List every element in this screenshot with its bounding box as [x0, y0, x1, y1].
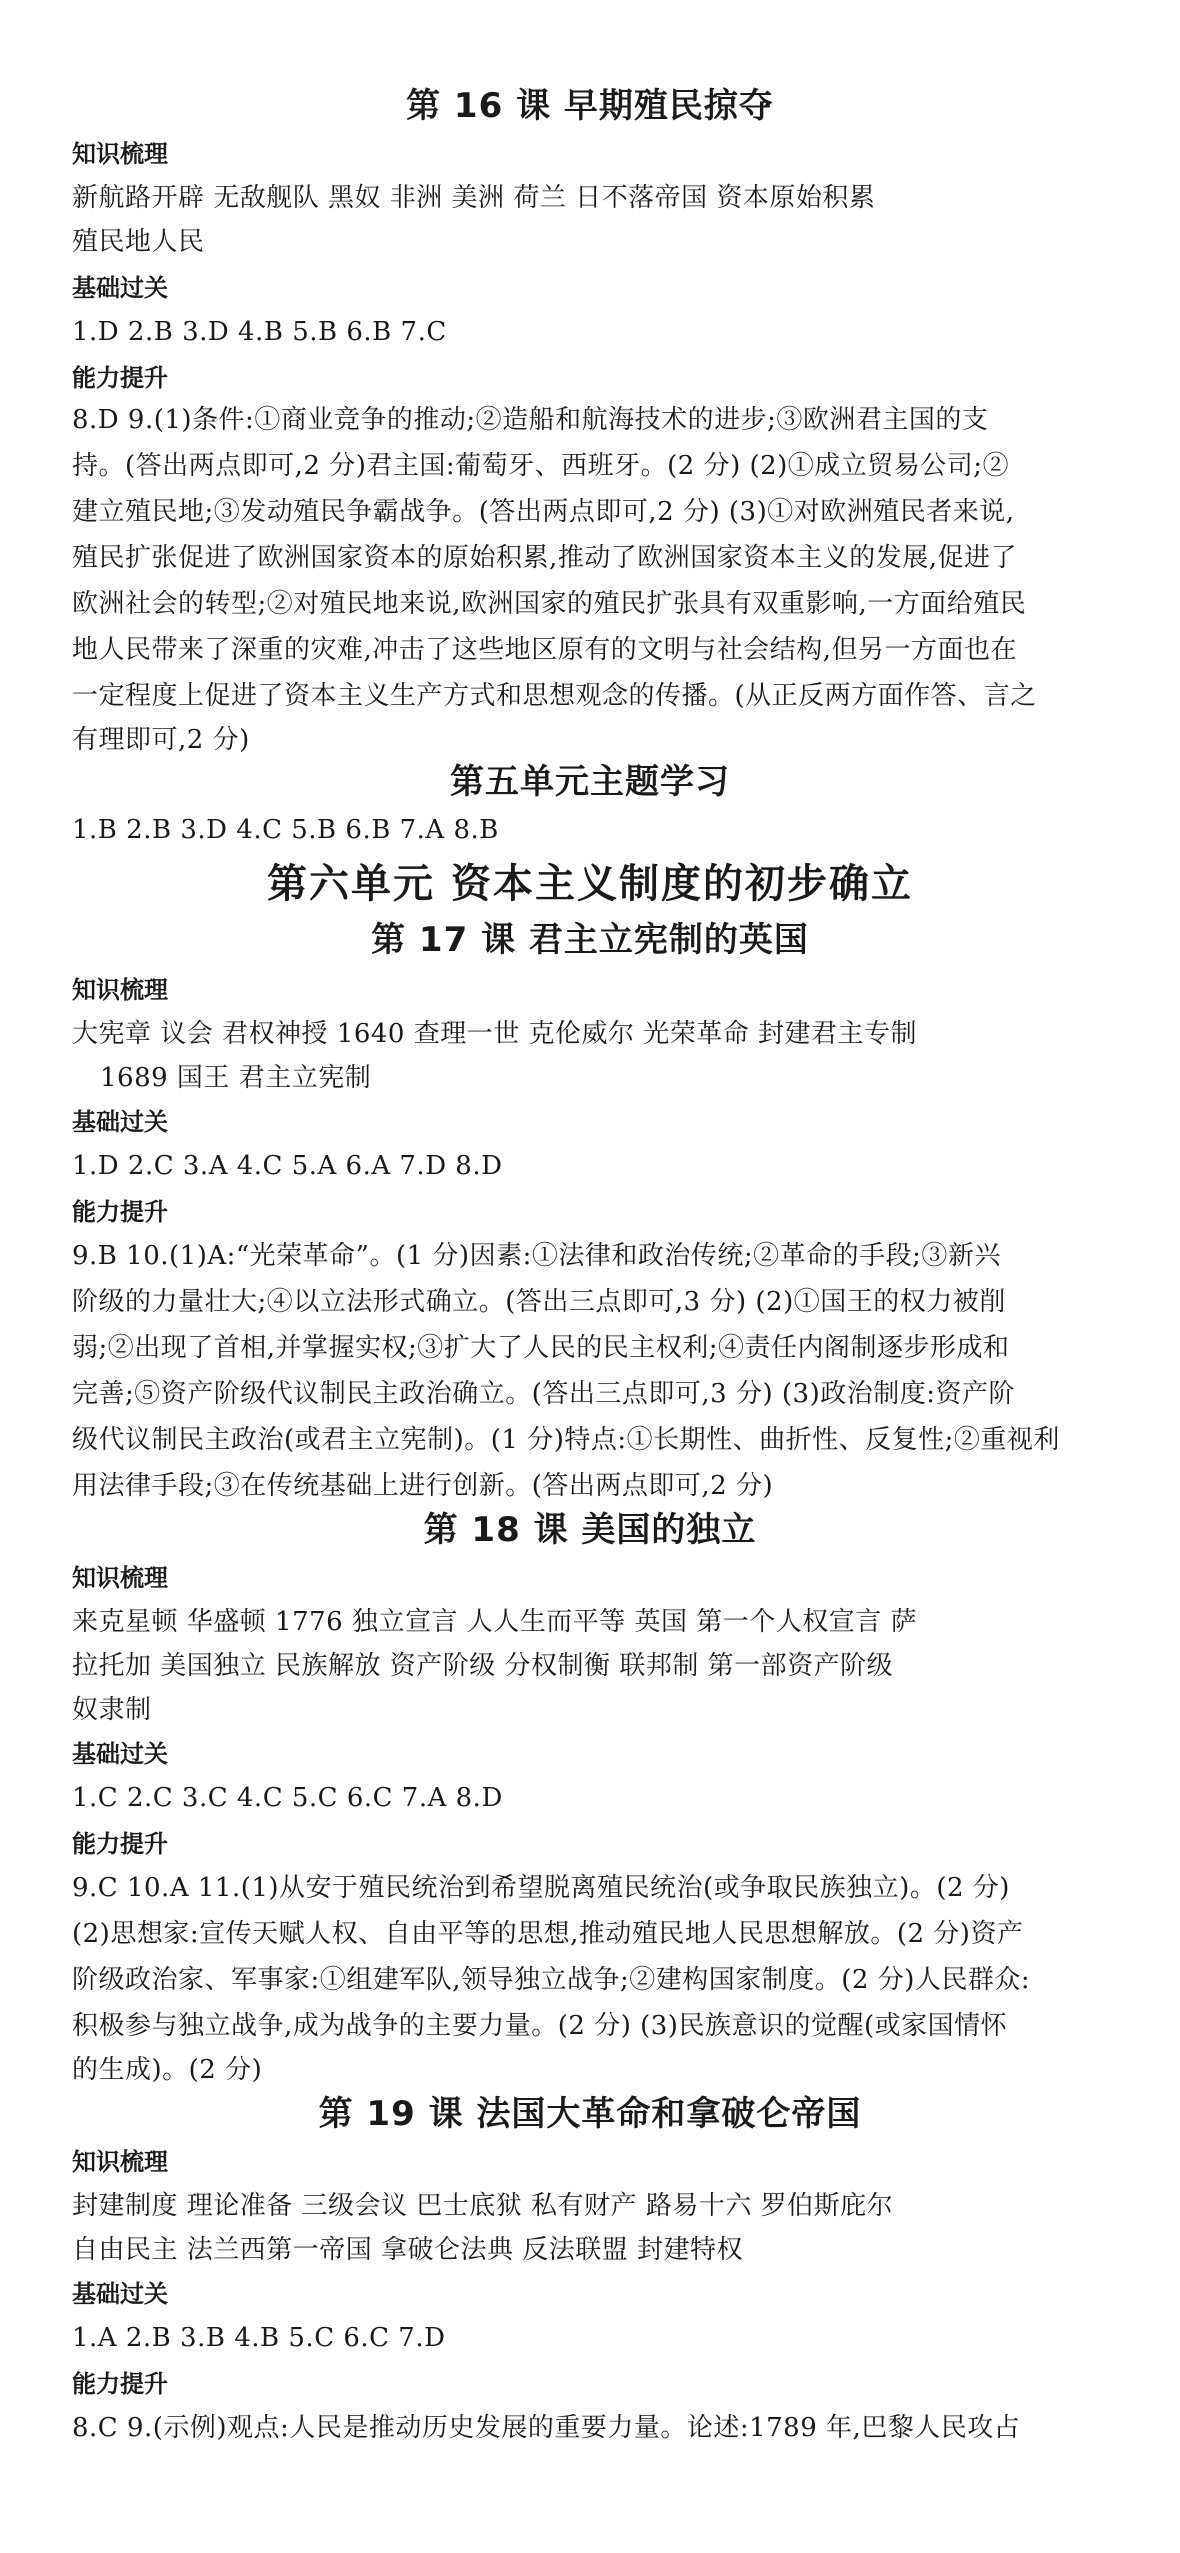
unit-5-answers: 1.B 2.B 3.D 4.C 5.B 6.B 7.A 8.B	[72, 815, 499, 845]
lesson-18-nengli-line: 的生成)。(2 分)	[72, 2055, 263, 2085]
lesson-18-nengli-line: 积极参与独立战争,成为战争的主要力量。(2 分) (3)民族意识的觉醒(或家国情怀	[72, 2011, 1008, 2041]
lesson-18-nengli-line: 9.C 10.A 11.(1)从安于殖民统治到希望脱离殖民统治(或争取民族独立)。(2 分)	[72, 1873, 1010, 1903]
lesson-16-zhishi-line: 新航路开辟 无敌舰队 黑奴 非洲 美洲 荷兰 日不落帝国 资本原始积累	[72, 183, 876, 213]
lesson-16-nengli-line: 欧洲社会的转型;②对殖民地来说,欧洲国家的殖民扩张具有双重影响,一方面给殖民	[72, 589, 1027, 619]
lesson-17-zhishi-line: 1689 国王 君主立宪制	[100, 1063, 372, 1093]
lesson-16-nengli-line: 有理即可,2 分)	[72, 725, 250, 755]
lesson-19-nengli-line: 8.C 9.(示例)观点:人民是推动历史发展的重要力量。论述:1789 年,巴黎人民攻占	[72, 2413, 1021, 2443]
unit-6-title: 第六单元 资本主义制度的初步确立	[267, 861, 913, 907]
lesson-18-jichu-label: 基础过关	[72, 1740, 168, 1768]
lesson-17-jichu-answers: 1.D 2.C 3.A 4.C 5.A 6.A 7.D 8.D	[72, 1151, 503, 1181]
lesson-17-nengli-line: 级代议制民主政治(或君主立宪制)。(1 分)特点:①长期性、曲折性、反复性;②重视利	[72, 1425, 1060, 1455]
lesson-17-nengli-label: 能力提升	[72, 1198, 168, 1226]
lesson-19-title: 第 19 课 法国大革命和拿破仑帝国	[318, 2094, 862, 2134]
lesson-16-nengli-line: 建立殖民地;③发动殖民争霸战争。(答出两点即可,2 分) (3)①对欧洲殖民者来说,	[72, 497, 1015, 527]
lesson-16-nengli-line: 殖民扩张促进了欧洲国家资本的原始积累,推动了欧洲国家资本主义的发展,促进了	[72, 543, 1018, 573]
lesson-17-nengli-line: 9.B 10.(1)A:“光荣革命”。(1 分)因素:①法律和政治传统;②革命的手段;③新兴	[72, 1241, 1001, 1271]
lesson-16-nengli-line: 地人民带来了深重的灾难,冲击了这些地区原有的文明与社会结构,但另一方面也在	[72, 635, 1018, 665]
lesson-17-nengli-line: 完善;⑤资产阶级代议制民主政治确立。(答出三点即可,3 分) (3)政治制度:资产阶	[72, 1379, 1015, 1409]
lesson-16-nengli-label: 能力提升	[72, 364, 168, 392]
lesson-17-title: 第 17 课 君主立宪制的英国	[371, 920, 809, 960]
lesson-19-zhishi-line: 封建制度 理论准备 三级会议 巴士底狱 私有财产 路易十六 罗伯斯庇尔	[72, 2191, 894, 2221]
lesson-16-nengli-line: 一定程度上促进了资本主义生产方式和思想观念的传播。(从正反两方面作答、言之	[72, 681, 1037, 711]
lesson-17-zhishi-label: 知识梳理	[72, 976, 168, 1004]
lesson-17-jichu-label: 基础过关	[72, 1108, 168, 1136]
lesson-18-nengli-label: 能力提升	[72, 1830, 168, 1858]
lesson-17-nengli-line: 阶级的力量壮大;④以立法形式确立。(答出三点即可,3 分) (2)①国王的权力被削	[72, 1287, 1006, 1317]
lesson-17-nengli-line: 用法律手段;③在传统基础上进行创新。(答出两点即可,2 分)	[72, 1471, 774, 1501]
lesson-18-zhishi-line: 拉托加 美国独立 民族解放 资产阶级 分权制衡 联邦制 第一部资产阶级	[72, 1651, 894, 1681]
lesson-18-jichu-answers: 1.C 2.C 3.C 4.C 5.C 6.C 7.A 8.D	[72, 1783, 503, 1813]
lesson-19-zhishi-label: 知识梳理	[72, 2148, 168, 2176]
lesson-16-title: 第 16 课 早期殖民掠夺	[406, 86, 774, 126]
lesson-16-zhishi-line: 殖民地人民	[72, 227, 205, 257]
lesson-17-zhishi-line: 大宪章 议会 君权神授 1640 查理一世 克伦威尔 光荣革命 封建君主专制	[72, 1019, 918, 1049]
lesson-16-zhishi-label: 知识梳理	[72, 140, 168, 168]
lesson-17-nengli-line: 弱;②出现了首相,并掌握实权;③扩大了人民的民主权利;④责任内阁制逐步形成和	[72, 1333, 1010, 1363]
lesson-19-jichu-label: 基础过关	[72, 2280, 168, 2308]
lesson-19-jichu-answers: 1.A 2.B 3.B 4.B 5.C 6.C 7.D	[72, 2323, 446, 2353]
lesson-16-jichu-label: 基础过关	[72, 274, 168, 302]
lesson-18-nengli-line: (2)思想家:宣传天赋人权、自由平等的思想,推动殖民地人民思想解放。(2 分)资产	[72, 1919, 1024, 1949]
lesson-16-nengli-line: 持。(答出两点即可,2 分)君主国:葡萄牙、西班牙。(2 分) (2)①成立贸易公司;②	[72, 451, 1010, 481]
lesson-16-jichu-answers: 1.D 2.B 3.D 4.B 5.B 6.B 7.C	[72, 317, 447, 347]
unit-5-title: 第五单元主题学习	[450, 762, 730, 802]
lesson-18-zhishi-line: 来克星顿 华盛顿 1776 独立宣言 人人生而平等 英国 第一个人权宣言 萨	[72, 1607, 918, 1637]
lesson-18-nengli-line: 阶级政治家、军事家:①组建军队,领导独立战争;②建构国家制度。(2 分)人民群众:	[72, 1965, 1031, 1995]
lesson-16-nengli-line: 8.D 9.(1)条件:①商业竞争的推动;②造船和航海技术的进步;③欧洲君主国的支	[72, 405, 989, 435]
lesson-19-nengli-label: 能力提升	[72, 2370, 168, 2398]
lesson-18-zhishi-line: 奴隶制	[72, 1695, 152, 1725]
lesson-19-zhishi-line: 自由民主 法兰西第一帝国 拿破仑法典 反法联盟 封建特权	[72, 2235, 744, 2265]
lesson-18-title: 第 18 课 美国的独立	[423, 1510, 757, 1550]
lesson-18-zhishi-label: 知识梳理	[72, 1564, 168, 1592]
